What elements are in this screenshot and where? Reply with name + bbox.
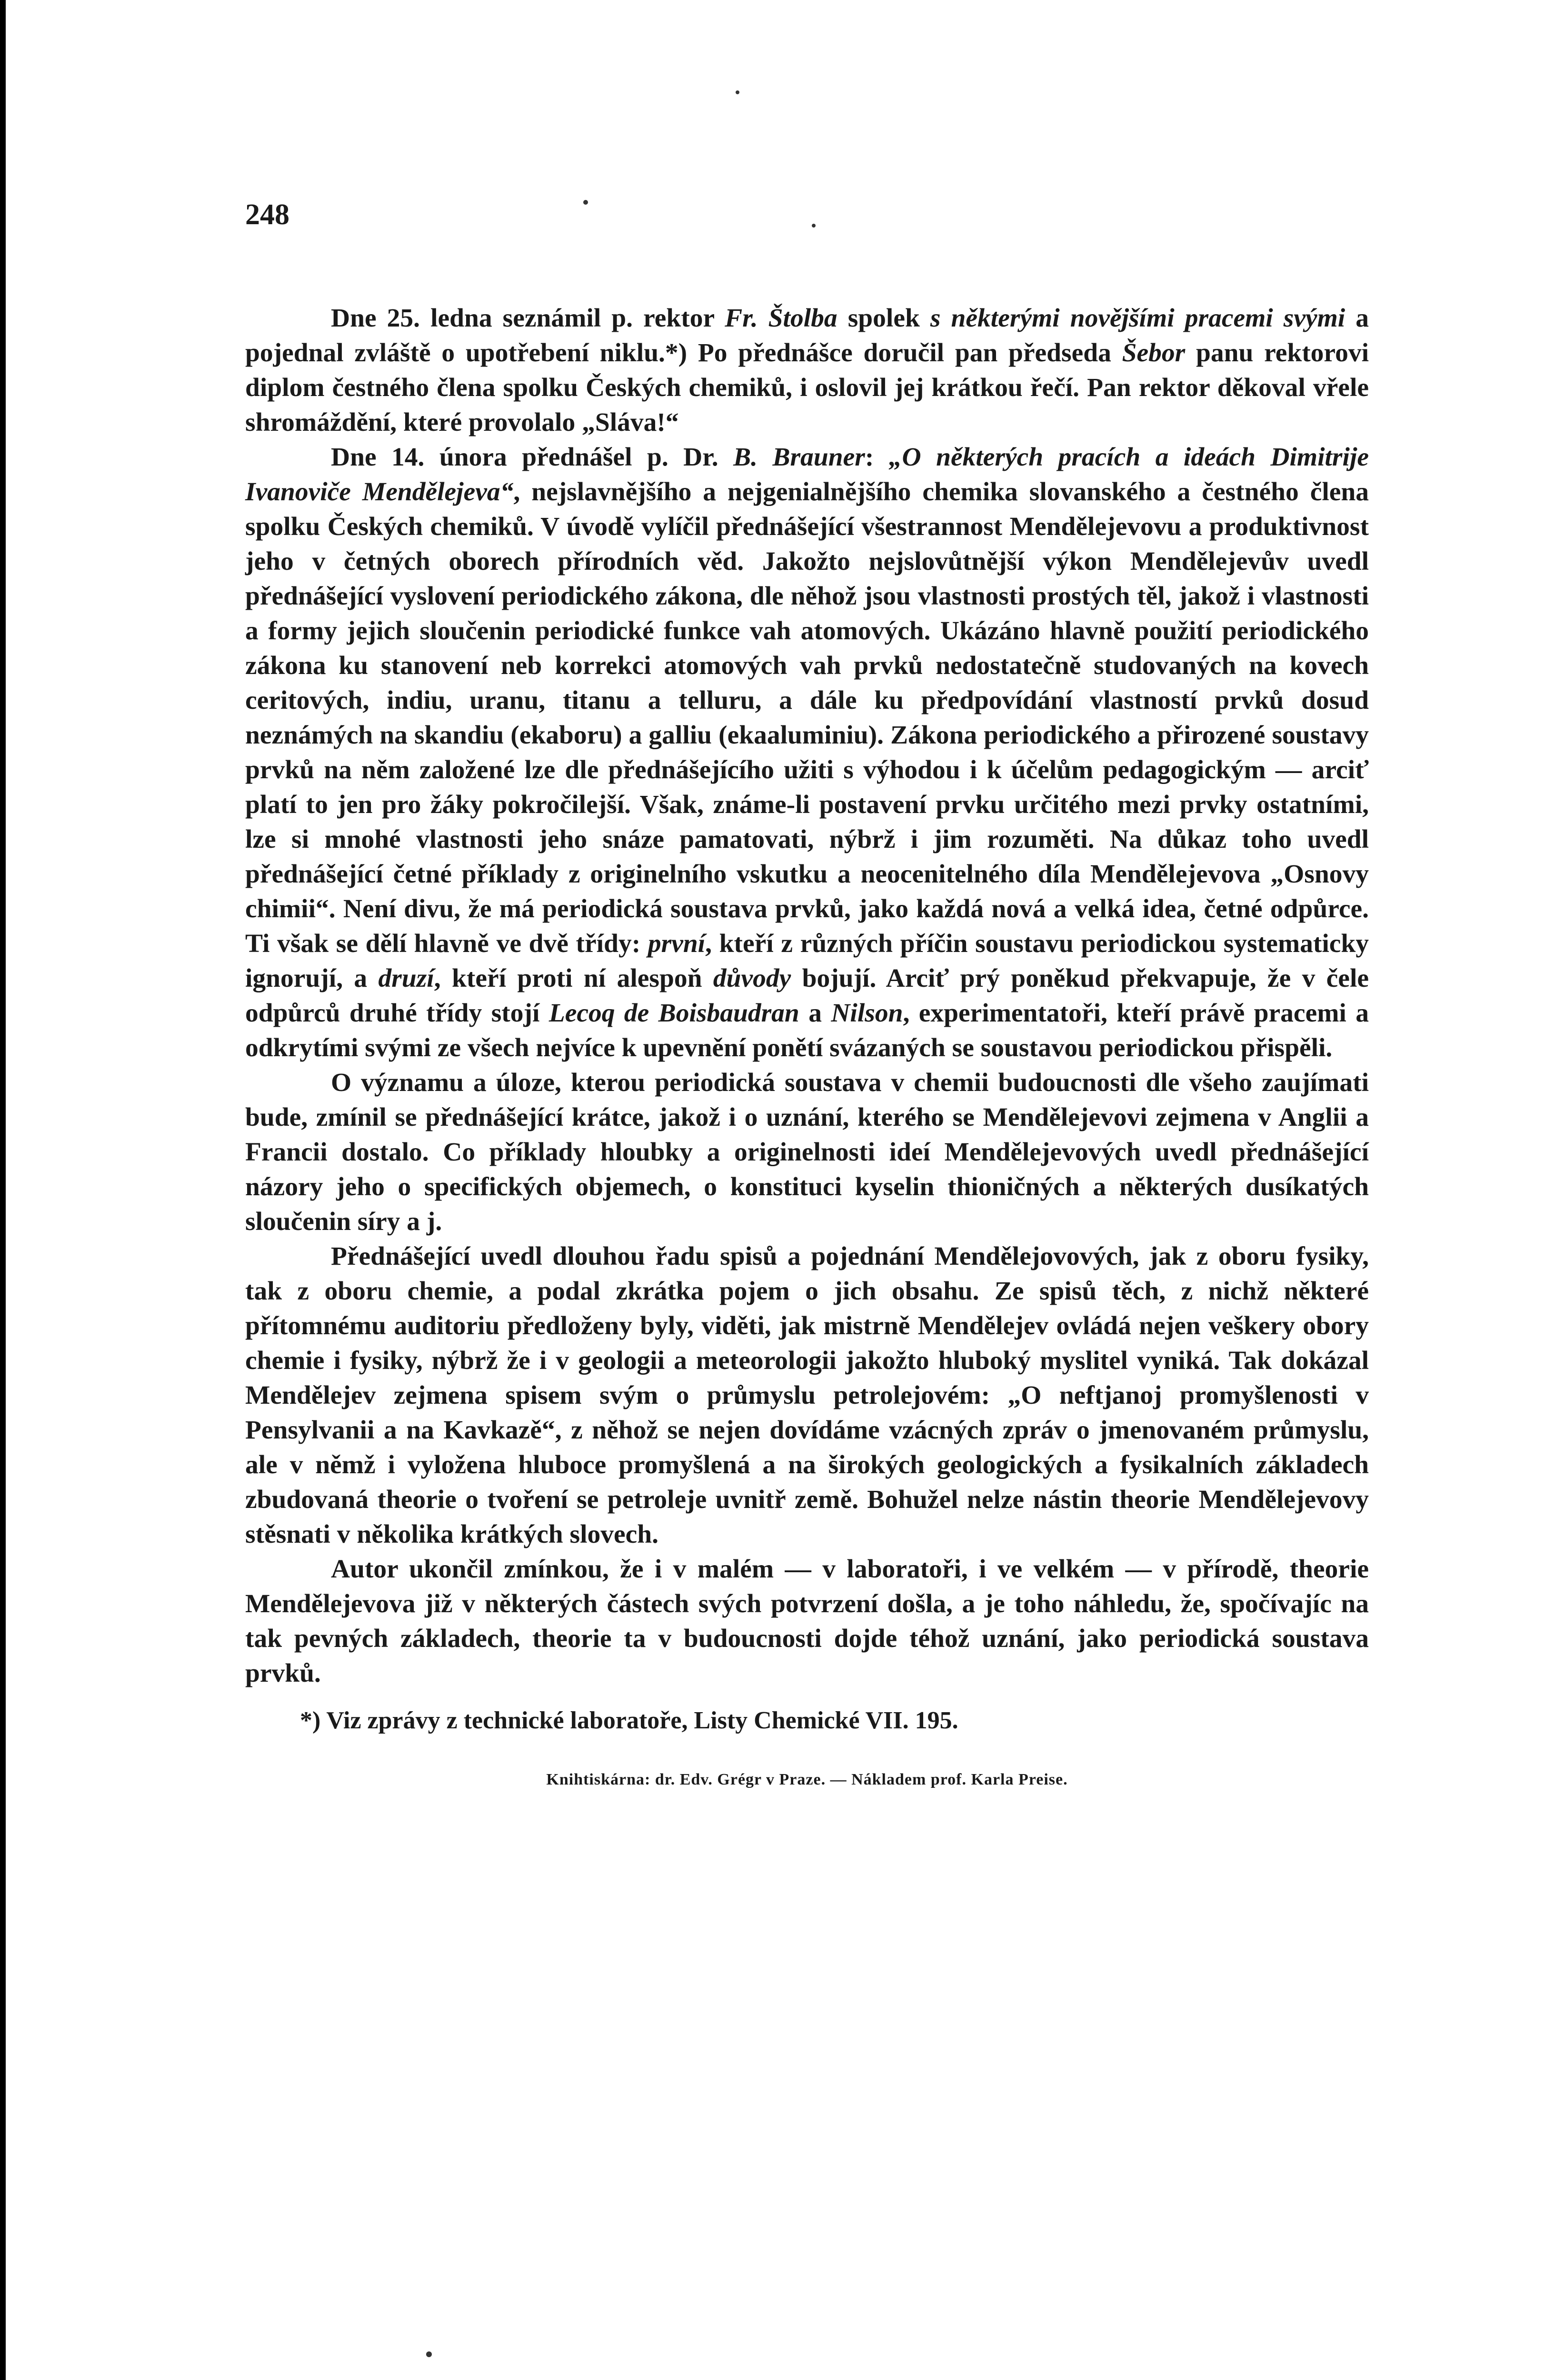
page-text-block xyxy=(245,200,1369,1789)
italic-run: Nilson xyxy=(831,999,903,1028)
dust-speck xyxy=(812,224,816,228)
paragraph-brauner-lecture xyxy=(245,440,1369,1065)
italic-run: druzí xyxy=(378,964,434,993)
dust-speck xyxy=(736,90,739,94)
italic-run: s některými novějšími pracemi svými xyxy=(930,304,1346,333)
text-run: : xyxy=(865,443,889,472)
text-run: spolek xyxy=(837,304,930,333)
text-run: , kteří proti ní alespoň xyxy=(434,964,713,993)
text-run: panu rektorovi diplom čestného člena spolku Českých chemiků, i oslovil jej krátkou řečí. Pan rektor děkoval vřele shromáždění, které provolalo „Sláva!“ xyxy=(245,338,1369,437)
italic-run: B. Brauner xyxy=(733,443,865,472)
text-run: a pojednal zvláště o upotřebení niklu.*) Po přednášce doručil pan předseda xyxy=(245,304,1369,367)
text-run: , nejslavnějšího a nejgenialnějšího chemika slovanského a čestného člena spolku Českých chemiků. V úvodě vylíčil přednášející všestrannost Mendělejevovu a produktivnost jeho v četných oborech přírodních věd. Jakožto nejslovůtnější výkon Mendělejevův uvedl přednášející vyslovení periodického zákona, dle něhož jsou vlastnosti prostých těl, jakož i vlastnosti a formy jejich sloučenin periodické funkce vah atomových. Ukázáno hlavně použití periodického zákona ku stanovení neb korrekci atomových vah prvků nedostatečně studovaných na kovech ceritových, indiu, uranu, titanu a telluru, a dále ku předpovídání vlastností prvků dosud neznámých na skandiu (ekaboru) a galliu (ekaaluminiu). Zákona periodického a přirozené soustavy prvků na něm založené lze dle přednášejícího užiti s výhodou i k účelům pedagogickým — arciť platí to jen pro žáky pokročilejší. Však, známe-li postavení prvku určitého mezi prvky ostatními, lze si mnohé vlastnosti jeho snáze pamatovati, nýbrž i jim rozuměti. Na důkaz toho uvedl přednášející četné příklady z originelního vskutku a neocenitelného díla Mendělejevova „Osnovy chimii“. Není divu, že má periodická soustava prvků, jako každá nová a velká idea, četné odpůrce. Ti však se dělí hlavně ve dvě třídy: xyxy=(245,477,1369,958)
text-run: a xyxy=(799,999,831,1028)
italic-run: důvody xyxy=(713,964,791,993)
dust-speck xyxy=(426,2351,432,2357)
text-run: Autor ukončil zmínkou, že i v malém — v laboratoři, i ve velkém — v přírodě, theorie Mendělejevova již v některých částech svých potvrzení došla, a je toho náhledu, že, spočívajíc na tak pevných základech, theorie ta v budoucnosti dojde téhož uznání, jako periodická soustava prvků. xyxy=(245,1555,1369,1688)
italic-run: Lecoq de Boisbaudran xyxy=(548,999,799,1028)
paragraph-mendeleev-writings xyxy=(245,1239,1369,1552)
italic-run: první xyxy=(648,929,706,958)
paragraph-conclusion xyxy=(245,1552,1369,1691)
italic-run: Šebor xyxy=(1122,338,1186,367)
paragraph-stolba-lecture xyxy=(245,301,1369,440)
footnote: *) Viz zprávy z technické laboratoře, Listy Chemické VII. 195. xyxy=(300,1707,958,1734)
text-run: bojují. Arciť prý poněkud překvapuje, že v čele odpůrců druhé třídy stojí xyxy=(245,964,1369,1028)
text-run: , experimentatoři, kteří právě pracemi a odkrytími svými ze všech nejvíce k upevnění ponětí svázaných se soustavou periodickou přispěli. xyxy=(245,999,1369,1062)
text-run: O významu a úloze, kterou periodická soustava v chemii budoucnosti dle všeho zaujímati bude, zmínil se přednášející krátce, jakož i o uznání, kterého se Mendělejevovi zejmena v Anglii a Francii dostalo. Co příklady hloubky a originelnosti ideí Mendělejevových uvedl přednášející názory jeho o specifických objemech, o konstituci kyselin thioničných a některých dusíkatých sloučenin síry a j. xyxy=(245,1068,1369,1236)
page-number: 248 xyxy=(245,198,289,231)
scan-edge xyxy=(0,0,6,2380)
dust-speck xyxy=(583,200,588,205)
paragraph-periodic-significance xyxy=(245,1065,1369,1239)
text-run: Přednášející uvedl dlouhou řadu spisů a pojednání Mendělejovových, jak z oboru fysiky, tak z oboru chemie, a podal zkrátka pojem o jich obsahu. Ze spisů těch, z nichž některé přítomnému auditoriu předloženy byly, viděti, jak mistrně Mendělejev ovládá nejen veškery obory chemie i fysiky, nýbrž že i v geologii a meteorologii jakožto hluboký myslitel vyniká. Tak dokázal Mendělejev zejmena spisem svým o průmyslu petrolejovém: „O neftjanoj promyšlenosti v Pensylvanii a na Kavkazě“, z něhož se nejen dovídáme vzácných zpráv o jmenovaném průmyslu, ale v němž i vyložena hluboce promyšlená a na širokých geologických a fysikalních základech zbudovaná theorie o tvoření se petroleje uvnitř země. Bohužel nelze nástin theorie Mendělejevovy stěsnati v několika krátkých slovech. xyxy=(245,1242,1369,1549)
text-run: , kteří z různých příčin soustavu periodickou systematicky ignorují, a xyxy=(245,929,1369,993)
italic-run: Fr. Štolba xyxy=(725,304,837,333)
italic-run: „O některých pracích a ideách Dimitrije Ivanoviče Mendělejeva“ xyxy=(245,443,1369,506)
text-run: Dne 25. ledna seznámil p. rektor xyxy=(331,304,725,333)
text-run: Dne 14. února přednášel p. Dr. xyxy=(331,443,734,472)
printer-imprint: Knihtiskárna: dr. Edv. Grégr v Praze. — Nákladem prof. Karla Preise. xyxy=(546,1771,1068,1788)
body-text xyxy=(245,301,1369,1691)
